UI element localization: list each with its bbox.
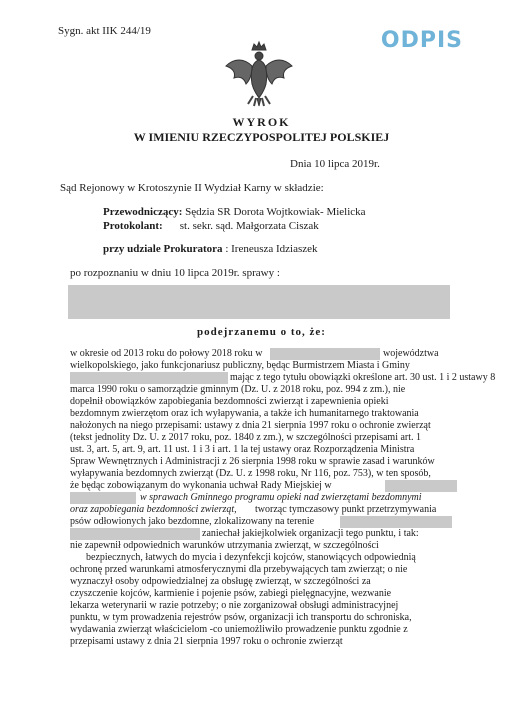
chair-row: [103, 206, 366, 218]
body-line-25: przepisami ustawy z dnia 21 sierpnia 1997 roku o ochronie zwierząt: [70, 636, 343, 647]
verdict-title: WYROK: [232, 115, 291, 129]
body-line-14a: oraz zapobiegania bezdomności zwierząt,: [70, 504, 237, 515]
body-line-16: zaniechał jakiejkolwiek organizacji tego punktu, i tak:: [202, 528, 419, 539]
body-line-6: bezdomnym zwierzętom oraz ich wyłapywania, a także ich humanitarnego traktowania: [70, 408, 419, 419]
body-line-13: w sprawach Gminnego programu opieki nad zwierzętami bezdomnymi: [140, 492, 422, 503]
clerk-label: Protokolant:: [103, 220, 163, 232]
body-line-15: psów odłowionych jako bezdomne, zlokalizowany na terenie: [70, 516, 315, 527]
verdict-date: Dnia 10 lipca 2019r.: [290, 158, 380, 170]
body-line-10: Spraw Wewnętrznych i Administracji z 26 sierpnia 1998 roku w sprawie zasad i warunków: [70, 456, 435, 467]
prosecutor-label: przy udziale Prokuratora: [103, 243, 223, 255]
body-line-9: ust. 3, art. 5, art. 9, art. 11 ust. 1 i 3 i art. 1 la tej ustawy oraz Rozporządzenia Ministra: [70, 444, 415, 455]
court-composition-intro: Sąd Rejonowy w Krotoszynie II Wydział Karny w składzie:: [60, 182, 324, 194]
body-line-20: wyznaczył osoby odpowiedzialnej za obsługę zwierząt, w szczególności za: [70, 576, 371, 587]
body-line-21: czyszczenie kojców, karmienie i pojenie psów, zabiegi pielęgnacyjne, wezwanie: [70, 588, 392, 599]
prosecutor-value: : Ireneusza Idziaszek: [225, 243, 318, 255]
redacted-block: [70, 372, 228, 384]
redacted-block: [340, 516, 452, 528]
clerk-value: st. sekr. sąd. Małgorzata Ciszak: [179, 220, 319, 232]
body-line-23: punktu, w tym prowadzenia rejestrów psów, organizacji ich transportu do schroniska,: [70, 612, 412, 623]
body-line-11: wyłapywania bezdomnych zwierząt (Dz. U. z 1998 roku, Nr 116, poz. 753), w ten sposób,: [70, 468, 431, 479]
body-line-18: bezpiecznych, łatwych do mycia i dezynfekcji kojców, stanowiących odpowiednią: [86, 552, 416, 563]
polish-eagle-emblem: [222, 40, 296, 108]
accused-heading: podejrzanemu o to, że:: [197, 326, 326, 338]
body-line-14b: tworząc tymczasowy punkt przetrzymywania: [255, 504, 437, 515]
chair-value: Sędzia SR Dorota Wojtkowiak- Mielicka: [185, 206, 366, 218]
body-line-3: mając z tego tytułu obowiązki określone art. 30 ust. 1 i 2 ustawy 8: [230, 372, 496, 383]
redacted-block: [70, 492, 136, 504]
body-line-24: wydawania zwierząt właścicielom -co uniemożliwiło prowadzenie punktu zgodnie z: [70, 624, 408, 635]
body-line-22: lekarza weterynarii w razie potrzeby; o nie zorganizował obsługi administracyjnej: [70, 600, 399, 611]
clerk-row: [103, 220, 319, 232]
case-number: Sygn. akt IIK 244/19: [58, 25, 151, 37]
redacted-block: [70, 528, 200, 540]
body-line-5: dopełnił obowiązków zapobiegania bezdomności zwierząt i zapewnienia opieki: [70, 396, 389, 407]
hearing-line: po rozpoznaniu w dniu 10 lipca 2019r. sprawy :: [70, 267, 280, 279]
body-line-1b: województwa: [383, 348, 439, 359]
prosecutor-row: [103, 243, 318, 255]
verdict-subtitle: W IMIENIU RZECZYPOSPOLITEJ POLSKIEJ: [133, 130, 390, 144]
body-line-4: marca 1990 roku o samorządzie gminnym (Dz. U. z 2018 roku, poz. 994 z zm.), nie: [70, 384, 406, 395]
redacted-block: [385, 480, 457, 492]
chair-label: Przewodniczący:: [103, 206, 183, 218]
body-line-1a: w okresie od 2013 roku do połowy 2018 roku w: [70, 348, 263, 359]
body-line-2: wielkopolskiego, jako funkcjonariusz publiczny, będąc Burmistrzem Miasta i Gminy: [70, 360, 410, 371]
redacted-block: [68, 285, 450, 319]
body-line-19: ochronę przed warunkami atmosferycznymi dla przebywających tam zwierząt; o nie: [70, 564, 408, 575]
redacted-block: [270, 348, 380, 360]
body-line-12: że będąc zobowiązanym do wykonania uchwał Rady Miejskiej w: [70, 480, 332, 491]
body-line-17: nie zapewnił odpowiednich warunków utrzymania zwierząt, w szczególności: [70, 540, 379, 551]
body-line-7: nałożonych na niego przepisami: ustawy z dnia 21 sierpnia 1997 roku o ochronie zwierząt: [70, 420, 431, 431]
body-line-8: (tekst jednolity Dz. U. z 2017 roku, poz. 1840 z zm.), w szczególności przepisami art. 1: [70, 432, 422, 443]
copy-stamp: ODPIS: [380, 28, 463, 53]
